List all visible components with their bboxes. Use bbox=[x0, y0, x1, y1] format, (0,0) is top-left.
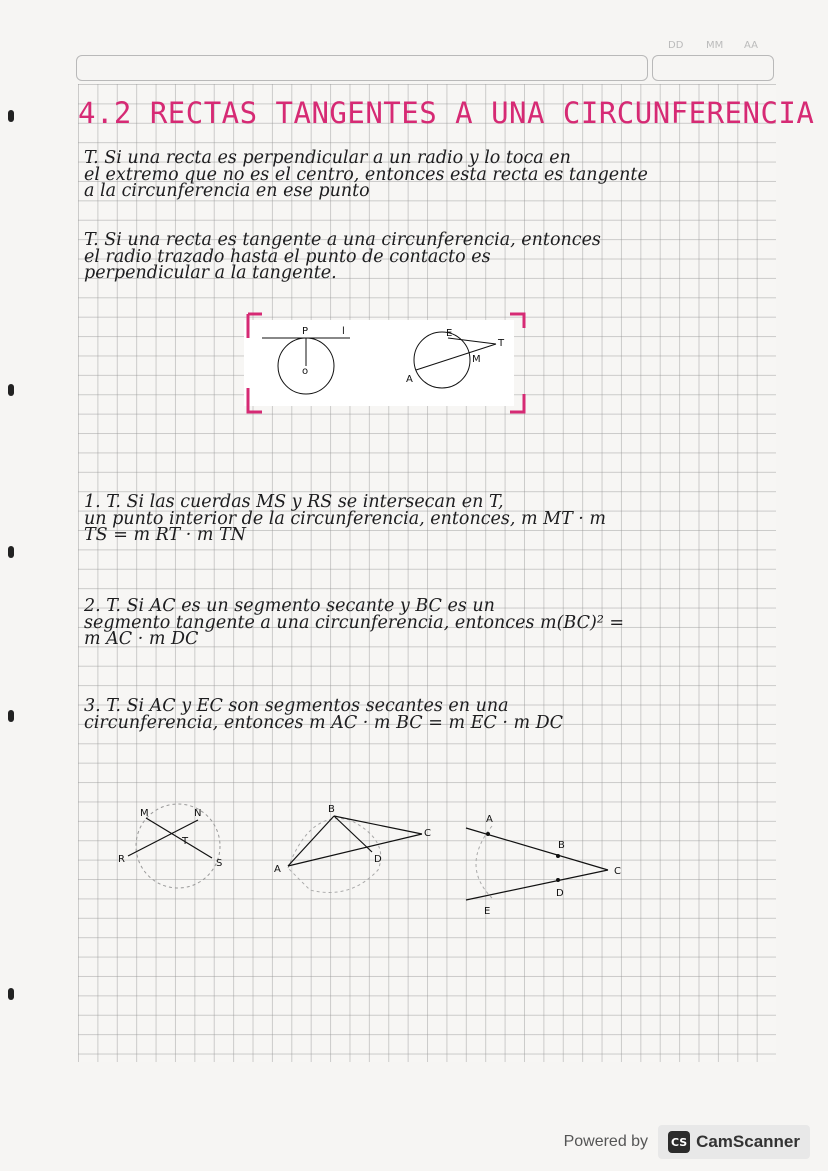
theorem-line: 1. T. Si las cuerdas MS y RS se intersecan en T, bbox=[84, 492, 504, 512]
binder-hole bbox=[8, 988, 14, 1000]
theorem-line: un punto interior de la circunferencia, entonces, m MT · m bbox=[84, 508, 607, 529]
theorem-line: a la circunferencia en ese punto bbox=[84, 181, 370, 201]
segment-ab bbox=[288, 816, 334, 866]
point-d bbox=[556, 878, 560, 882]
theorem-line: el extremo que no es el centro, entonces esta recta es tangente bbox=[84, 164, 648, 185]
label-o: o bbox=[302, 366, 309, 377]
page-title: 4.2 RECTAS TANGENTES A UNA CIRCUNFERENCIA bbox=[78, 96, 815, 130]
label-r: R bbox=[118, 854, 125, 865]
theorem-numbered-2 bbox=[84, 598, 624, 648]
header-name-box bbox=[76, 55, 648, 81]
point-b bbox=[556, 854, 560, 858]
figure-intersecting-chords bbox=[118, 804, 222, 888]
label-a: A bbox=[486, 814, 493, 825]
binder-hole bbox=[8, 110, 14, 122]
camscanner-badge bbox=[658, 1125, 810, 1159]
label-c: C bbox=[424, 828, 431, 839]
chord-ms bbox=[146, 818, 212, 858]
header-label: DD bbox=[668, 40, 684, 51]
theorem-line: el radio trazado hasta el punto de contacto es bbox=[84, 246, 491, 267]
tangent-figure bbox=[230, 308, 530, 418]
arc-3 bbox=[476, 826, 492, 898]
powered-by-text: Powered by bbox=[563, 1133, 649, 1150]
chord-figures bbox=[110, 800, 630, 920]
binder-hole bbox=[8, 546, 14, 558]
label-m: M bbox=[472, 354, 481, 365]
label-d: D bbox=[556, 888, 564, 899]
header-label: AA bbox=[744, 40, 758, 51]
header-date-box bbox=[652, 55, 774, 81]
label-a: A bbox=[274, 864, 281, 875]
theorem-line: 2. T. Si AC es un segmento secante y BC es un bbox=[84, 596, 495, 616]
label-t: T bbox=[498, 338, 505, 349]
theorem-line: T. Si una recta es perpendicular a un radio y lo toca en bbox=[84, 148, 571, 168]
label-s: S bbox=[216, 858, 223, 869]
label-c: C bbox=[614, 866, 621, 877]
theorem-line: 3. T. Si AC y EC son segmentos secantes en una bbox=[84, 696, 509, 716]
theorem-2 bbox=[84, 232, 601, 282]
theorem-line: m AC · m DC bbox=[84, 629, 199, 649]
label-b: B bbox=[328, 804, 335, 815]
tangent-bc bbox=[334, 816, 422, 834]
theorem-line: segmento tangente a una circunferencia, entonces m(BC)² = bbox=[84, 612, 625, 633]
theorem-line: perpendicular a la tangente. bbox=[84, 263, 337, 283]
theorem-line: circunferencia, entonces m AC · m BC = m EC · m DC bbox=[84, 712, 564, 733]
header-label: MM bbox=[706, 40, 724, 51]
theorem-line: T. Si una recta es tangente a una circunferencia, entonces bbox=[84, 230, 601, 250]
scanner-watermark bbox=[564, 1125, 810, 1159]
label-t: T bbox=[182, 836, 189, 847]
figure-two-secants bbox=[466, 814, 621, 917]
label-e: E bbox=[446, 328, 453, 339]
camscanner-brand: CamScanner bbox=[696, 1132, 800, 1151]
binder-hole bbox=[8, 384, 14, 396]
label-p: P bbox=[302, 326, 309, 337]
theorem-numbered-1 bbox=[84, 494, 606, 544]
label-n: N bbox=[194, 808, 202, 819]
label-b: B bbox=[558, 840, 565, 851]
secant-ec bbox=[466, 870, 608, 900]
theorem-numbered-3 bbox=[84, 698, 563, 731]
figure-secant-tangent bbox=[274, 804, 431, 893]
label-a: A bbox=[406, 374, 413, 385]
theorem-1 bbox=[84, 150, 648, 200]
theorem-line: TS = m RT · m TN bbox=[84, 525, 246, 545]
label-d: D bbox=[374, 854, 382, 865]
secant-ac bbox=[288, 834, 422, 866]
binder-hole bbox=[8, 710, 14, 722]
camscanner-logo-icon: CS bbox=[668, 1131, 690, 1153]
label-e: E bbox=[484, 906, 491, 917]
point-a bbox=[486, 832, 490, 836]
label-l: l bbox=[342, 326, 345, 337]
label-m: M bbox=[140, 808, 149, 819]
